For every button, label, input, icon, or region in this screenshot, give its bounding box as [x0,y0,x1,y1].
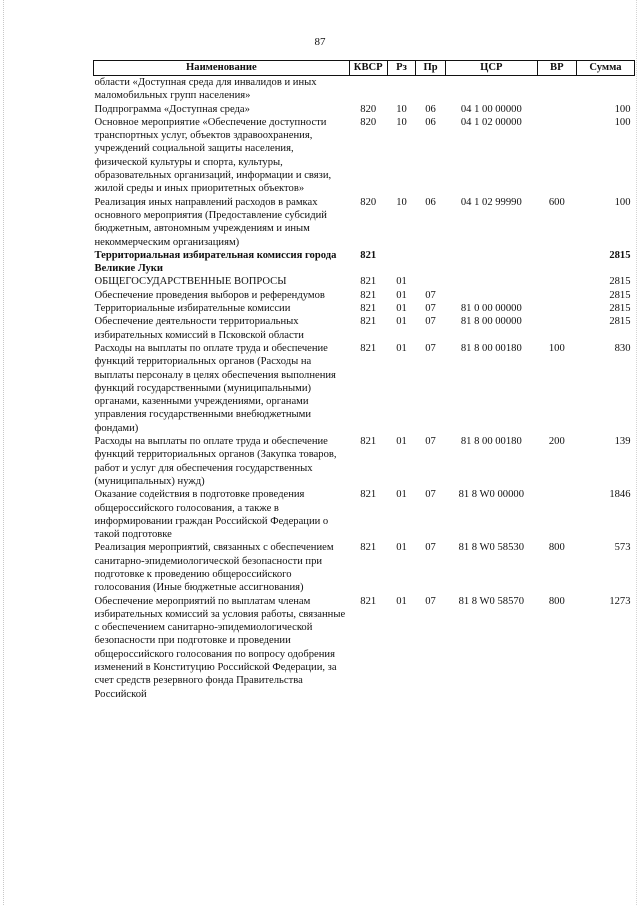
header-rz: Рз [387,61,416,76]
cell-vr [537,275,576,288]
cell-pr: 07 [425,436,436,448]
cell-pr: 07 [425,316,436,328]
cell-kvsr: 821 [360,595,377,607]
cell-kvsr: 821 [360,342,377,354]
cell-pr: 06 [425,196,436,208]
header-kvsr: КВСР [349,61,387,76]
cell-vr: 200 [548,436,565,448]
cell-csr: 81 8 W0 00000 [458,489,524,501]
cell-kvsr: 821 [360,289,377,301]
table-row [94,435,635,488]
header-vr: ВР [537,61,576,76]
cell-sum: 2815 [609,289,631,301]
cell-csr: 81 8 W0 58570 [458,595,524,607]
cell-sum: 139 [614,436,631,448]
cell-name: Расходы на выплаты по оплате труда и обеспечение функций территориальных органов (Расходы на выплаты персоналу в целях обеспечения выполнения функций государственными (муниципальными) органами, казенными учреждениями, органами управления государственными внебюджетными фондами) [94,342,336,434]
cell-name: области «Доступная среда для инвалидов и иных маломобильных групп населения» [94,77,317,102]
cell-pr: 07 [425,489,436,501]
cell-pr: 06 [425,103,436,115]
cell-name: Обеспечение проведения выборов и референдумов [94,289,325,301]
header-name: Наименование [94,61,350,76]
cell-name: Подпрограмма «Доступная среда» [94,103,250,115]
cell-kvsr: 820 [360,196,377,208]
budget-table-container [93,60,635,701]
cell-vr [537,249,576,276]
cell-vr: 600 [548,196,565,208]
table-row [94,302,635,315]
cell-sum: 100 [614,196,631,208]
cell-kvsr: 821 [360,303,377,315]
header-csr: ЦСР [445,61,537,76]
cell-csr: 81 8 00 00180 [460,436,522,448]
cell-kvsr: 821 [360,276,377,288]
cell-pr: 07 [425,342,436,354]
table-row [94,315,635,342]
table-row [94,595,635,701]
cell-vr [537,76,576,103]
cell-rz: 01 [396,303,407,315]
cell-sum: 830 [614,342,631,354]
cell-name: Основное мероприятие «Обеспечение доступности транспортных услуг, объектов здравоохранения, учреждений социальной защиты населения, физической культуры и спорта, культуры, образовательных организаций, информации и связи, жилой среды и иных приоритетных объектов» [94,116,332,195]
cell-name: Реализация иных направлений расходов в рамках основного мероприятия (Предоставление субсидий бюджетным, автономным учреждениям и иным некоммерческим организациям) [94,196,327,248]
cell-csr: 81 8 00 00000 [460,316,522,328]
cell-rz: 10 [396,103,407,115]
cell-rz: 01 [396,316,407,328]
cell-csr [445,76,537,103]
table-row [94,289,635,302]
cell-pr: 07 [425,542,436,554]
cell-csr: 04 1 00 00000 [460,103,522,115]
cell-rz: 10 [396,116,407,128]
table-row [94,103,635,116]
cell-csr: 04 1 02 99990 [460,196,522,208]
cell-rz: 01 [396,542,407,554]
cell-vr [537,289,576,302]
cell-sum: 2815 [609,249,631,261]
cell-kvsr: 820 [360,103,377,115]
cell-rz: 01 [396,595,407,607]
cell-kvsr: 821 [360,316,377,328]
cell-csr: 81 0 00 00000 [460,303,522,315]
cell-pr: 06 [425,116,436,128]
cell-name: Оказание содействия в подготовке проведения общероссийского голосования, а также в информировании граждан Российской Федерации о такой подготовке [94,489,329,541]
cell-pr: 07 [425,595,436,607]
cell-rz: 01 [396,342,407,354]
cell-name: Территориальные избирательные комиссии [94,303,291,315]
table-row [94,196,635,249]
cell-rz: 01 [396,276,407,288]
cell-name: Реализация мероприятий, связанных с обеспечением санитарно-эпидемиологической безопасности при подготовке к проведению общероссийского голосования (Иные бюджетные ассигнования) [94,542,334,594]
table-row [94,488,635,541]
cell-pr [416,249,446,276]
cell-kvsr: 820 [360,116,377,128]
table-row [94,76,635,103]
cell-sum: 2815 [609,276,631,288]
cell-rz [387,249,416,276]
cell-csr [445,289,537,302]
cell-vr [537,116,576,196]
cell-sum: 100 [614,103,631,115]
cell-rz: 01 [396,289,407,301]
cell-vr [537,103,576,116]
cell-csr: 04 1 02 00000 [460,116,522,128]
header-pr: Пр [416,61,446,76]
cell-sum: 1846 [609,489,631,501]
cell-name: Расходы на выплаты по оплате труда и обеспечение функций территориальных органов (Закупка товаров, работ и услуг для обеспечения государственных (муниципальных) нужд) [94,436,337,487]
table-row [94,249,635,276]
table-row [94,116,635,196]
cell-sum: 573 [614,542,631,554]
header-sum: Сумма [576,61,634,76]
cell-vr: 800 [548,542,565,554]
cell-sum: 1273 [609,595,631,607]
cell-vr: 100 [548,342,565,354]
cell-name: Обеспечение деятельности территориальных избирательных комиссий в Псковской области [94,316,304,341]
cell-pr [416,275,446,288]
cell-vr [537,302,576,315]
cell-csr [445,249,537,276]
scan-edge-right [636,0,637,905]
table-row [94,541,635,594]
header-row [94,61,635,76]
cell-kvsr: 821 [360,249,377,261]
table-row [94,275,635,288]
cell-kvsr: 821 [360,489,377,501]
cell-rz: 10 [396,196,407,208]
cell-kvsr: 821 [360,436,377,448]
cell-rz [387,76,416,103]
cell-rz: 01 [396,436,407,448]
cell-sum: 2815 [609,303,631,315]
cell-pr: 07 [425,289,436,301]
cell-rz: 01 [396,489,407,501]
cell-sum: 2815 [609,316,631,328]
cell-name: ОБЩЕГОСУДАРСТВЕННЫЕ ВОПРОСЫ [94,276,287,288]
cell-kvsr: 821 [360,542,377,554]
cell-vr [537,488,576,541]
table-header [94,61,635,76]
cell-vr: 800 [548,595,565,607]
cell-csr [445,275,537,288]
cell-name: Обеспечение мероприятий по выплатам членам избирательных комиссий за условия работы, связанные с обеспечением санитарно-эпидемиологической безопасности при подготовке и проведении общероссийского голосования по вопросу одобрения изменений в Конституцию Российской Федерации, за счет средств резервного фонда Правительства Российской [94,595,346,700]
cell-pr [416,76,446,103]
cell-csr: 81 8 00 00180 [460,342,522,354]
page-number: 87 [314,36,326,48]
cell-csr: 81 8 W0 58530 [458,542,524,554]
cell-sum: 100 [614,116,631,128]
cell-sum [576,76,634,103]
cell-pr: 07 [425,303,436,315]
budget-table [93,60,635,701]
table-body [94,76,635,701]
cell-vr [537,315,576,342]
cell-name: Территориальная избирательная комиссия города Великие Луки [94,249,337,275]
cell-kvsr [349,76,387,103]
scan-edge-left [3,0,4,905]
table-row [94,342,635,435]
